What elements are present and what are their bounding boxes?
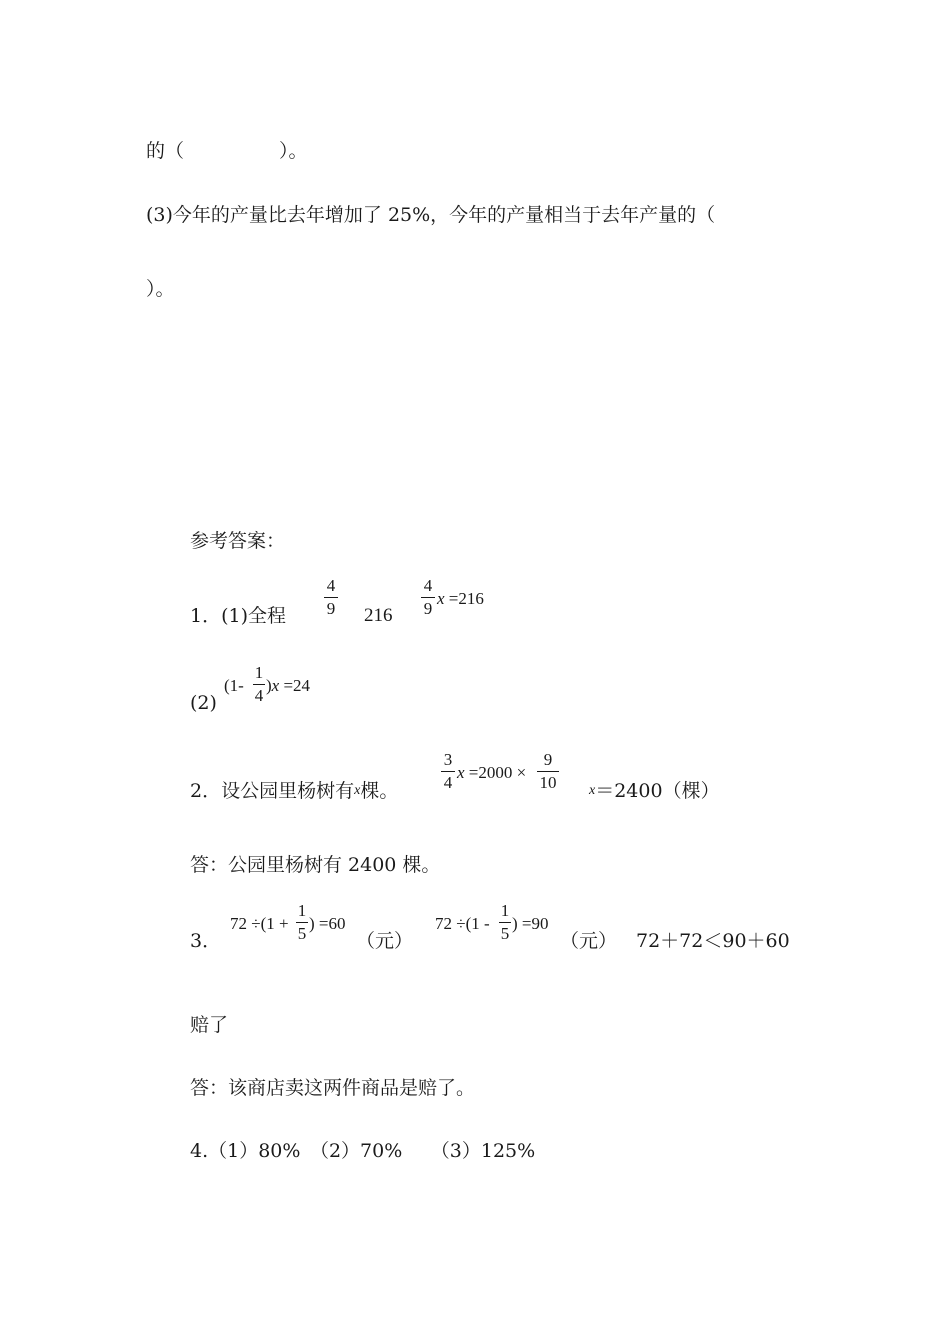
close-paren: )	[266, 676, 272, 695]
answer-2-equation-fraction-2	[537, 751, 559, 792]
answer-1-equation	[437, 587, 484, 611]
fraction-numerator: 4	[326, 576, 336, 595]
question-line-3: ）。	[146, 278, 175, 300]
fraction-numerator: 1	[254, 663, 264, 682]
answer-3-unit-2: （元）	[560, 930, 618, 952]
answer-1-part-2-label: (2)	[190, 692, 217, 714]
answer-3-answer: 答：该商店卖这两件商品是赔了。	[190, 1077, 476, 1099]
fraction-numerator: 1	[297, 901, 307, 920]
result-text: ＝2400（棵）	[595, 780, 720, 802]
question-line-1: 的（ ）。	[146, 140, 308, 162]
answer-1-part-2-open: (1-	[224, 676, 244, 695]
answer-3-expr-2-fraction	[499, 902, 511, 943]
answer-2-prefix	[190, 779, 398, 803]
variable-x: x	[589, 783, 596, 798]
answers-heading: 参考答案：	[190, 530, 286, 552]
answer-1-prefix: 1．(1)全程	[190, 605, 287, 627]
answer-3-expr-1-fraction	[296, 902, 308, 943]
fraction-denominator: 9	[423, 599, 433, 618]
fraction-numerator: 1	[500, 901, 510, 920]
fraction-numerator: 4	[423, 576, 433, 595]
answer-2-answer: 答：公园里杨树有 2400 棵。	[190, 854, 441, 876]
answer-4: 4.（1）80% （2）70% （3）125%	[190, 1140, 536, 1162]
answer-3-expr-1-b: ) =60	[309, 914, 346, 933]
answer-2-equation-fraction	[441, 751, 455, 792]
answer-1-part-2-rest	[266, 674, 310, 698]
equation-rest: =24	[279, 676, 311, 695]
variable-x: x	[271, 676, 280, 695]
fraction-numerator: 9	[543, 750, 553, 769]
fraction-denominator: 5	[500, 924, 510, 943]
answer-1-part-2-fraction	[253, 664, 265, 705]
fraction-denominator: 4	[443, 773, 453, 792]
fraction-numerator: 3	[443, 750, 453, 769]
variable-x: x	[437, 589, 445, 608]
answer-3-compare: 72＋72＜90＋60	[636, 930, 790, 952]
answer-3-expr-2-b: ) =90	[512, 914, 549, 933]
fraction-denominator: 9	[326, 599, 336, 618]
fraction-denominator: 5	[297, 924, 307, 943]
answer-3-loss: 赔了	[190, 1014, 229, 1036]
answer-3-expr-2-a: 72 ÷(1 -	[435, 914, 490, 933]
variable-x: x	[354, 783, 361, 798]
answer-1-equation-fraction	[421, 577, 435, 618]
fraction-denominator: 4	[254, 686, 264, 705]
variable-x: x	[457, 763, 465, 782]
answer-2-result	[589, 779, 720, 803]
answer-3-prefix: 3．	[190, 930, 222, 952]
answer-3-unit-1: （元）	[356, 930, 414, 952]
answer-1-value: 216	[364, 605, 393, 626]
answer-3-expr-1-a: 72 ÷(1 +	[230, 914, 289, 933]
answer-2-suffix: 棵。	[360, 780, 399, 802]
fraction-denominator: 10	[539, 773, 557, 792]
question-line-2: (3)今年的产量比去年增加了 25%，今年的产量相当于去年产量的（	[146, 204, 716, 226]
equation-rest: =216	[444, 589, 484, 608]
answer-2-text: 2．设公园里杨树有	[190, 780, 355, 802]
answer-2-equation	[457, 761, 526, 785]
answer-1-fraction	[324, 577, 338, 618]
equation-mid: =2000 ×	[464, 763, 527, 782]
